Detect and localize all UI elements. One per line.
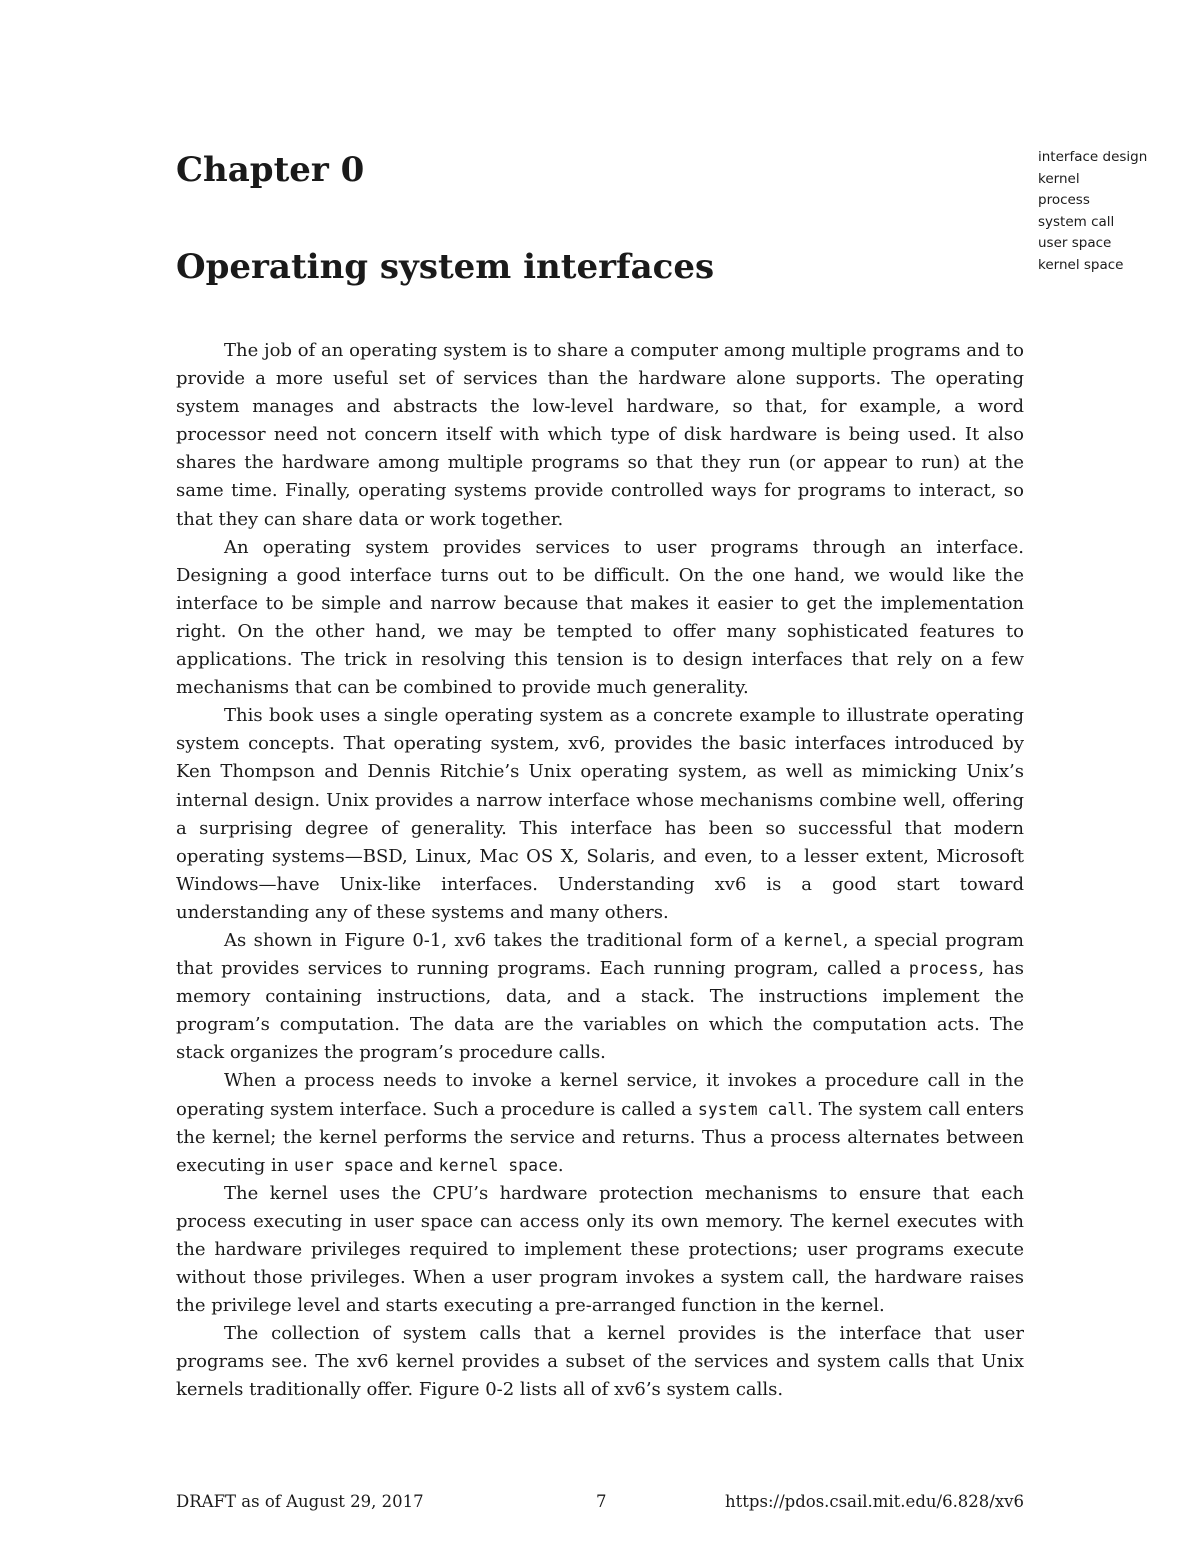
margin-note: kernel space: [1038, 256, 1124, 273]
term-kernel-space: kernel space: [438, 1155, 558, 1175]
chapter-label: Chapter 0: [176, 150, 365, 190]
paragraph-text: . The system call enters the kernel; the kernel performs the service and returns. Thus a process alternates between executing in: [176, 1098, 1024, 1176]
paragraph: [176, 702, 1024, 927]
paragraph-text: .: [557, 1154, 564, 1176]
draft-date: DRAFT as of August 29, 2017: [176, 1492, 424, 1511]
page-number: 7: [596, 1492, 607, 1511]
paragraph: [176, 337, 1024, 534]
body-text: [176, 337, 1024, 1405]
paragraph-text: As shown in Figure 0-1, xv6 takes the traditional form of a: [224, 929, 784, 951]
term-system-call: system call: [697, 1099, 808, 1119]
margin-note: user space: [1038, 235, 1112, 252]
paragraph-text: When a process needs to invoke a kernel service, it invokes a procedure call in the operating system interface. Such a procedure is called a: [176, 1070, 1024, 1120]
paragraph-text: This book uses a single operating system as a concrete example to illustrate operating system concepts. That operating system, xv6, provides the basic interfaces introduced by Ken Thompson and Dennis Ritchie’s Unix operating system, as well as mimicking Unix’s internal design. Unix provides a narrow interface whose mechanisms combine well, offering a surprising degree of generality. This interface has been so successful that modern operating systems—BSD, Linux, Mac OS X, Solaris, and even, to a lesser extent, Microsoft Windows—have Unix-like interfaces. Understanding xv6 is a good start toward understanding any of these systems and many others.: [176, 705, 1024, 923]
paragraph-text: An operating system provides services to user programs through an interface. Designing a good interface turns out to be difficult. On the one hand, we would like the interface to be simple and narrow because that makes it easier to get the implementation right. On the other hand, we may be tempted to offer many sophisticated features to applications. The trick in resolving this tension is to design interfaces that rely on a few mechanisms that can be combined to provide much generality.: [176, 536, 1024, 699]
term-kernel: kernel: [783, 930, 843, 950]
margin-notes: [1038, 147, 1188, 277]
paragraph: [176, 1320, 1024, 1404]
paragraph: [176, 1067, 1024, 1179]
margin-note: process: [1038, 192, 1090, 209]
margin-note: interface design: [1038, 149, 1148, 165]
term-process: process: [908, 959, 979, 979]
paragraph: [176, 1180, 1024, 1320]
paragraph-text: The collection of system calls that a kernel provides is the interface that user programs see. The xv6 kernel provides a subset of the services and system calls that Unix kernels traditionally offer. Figure 0-2 lists all of xv6’s system calls.: [176, 1323, 1024, 1401]
paragraph-text: and: [393, 1154, 439, 1176]
margin-note: kernel: [1038, 170, 1080, 187]
term-user-space: user space: [294, 1155, 394, 1175]
margin-note: system call: [1038, 213, 1115, 230]
paragraph: [176, 927, 1024, 1067]
chapter-title: Operating system interfaces: [176, 247, 715, 287]
page-footer: [176, 1488, 1024, 1516]
paragraph-text: , a special program that provides services to running programs. Each running program, called a: [176, 929, 1024, 980]
paragraph: [176, 534, 1024, 703]
paragraph-text: The job of an operating system is to share a computer among multiple programs and to provide a more useful set of services than the hardware alone supports. The operating system manages and abstracts the low-level hardware, so that, for example, a word processor need not concern itself with which type of disk hardware is being used. It also shares the hardware among multiple programs so that they run (or appear to run) at the same time. Finally, operating systems provide controlled ways for programs to interact, so that they can share data or work together.: [176, 340, 1024, 530]
paragraph-text: The kernel uses the CPU’s hardware protection mechanisms to ensure that each process executing in user space can access only its own memory. The kernel executes with the hardware privileges required to implement these protections; user programs execute without those privileges. When a user program invokes a system call, the hardware raises the privilege level and starts executing a pre-arranged function in the kernel.: [176, 1182, 1024, 1317]
paragraph-text: , has memory containing instructions, data, and a stack. The instructions implement the program’s computation. The data are the variables on which the computation acts. The stack organizes the program’s procedure calls.: [176, 958, 1024, 1064]
source-url: https://pdos.csail.mit.edu/6.828/xv6: [725, 1492, 1024, 1511]
